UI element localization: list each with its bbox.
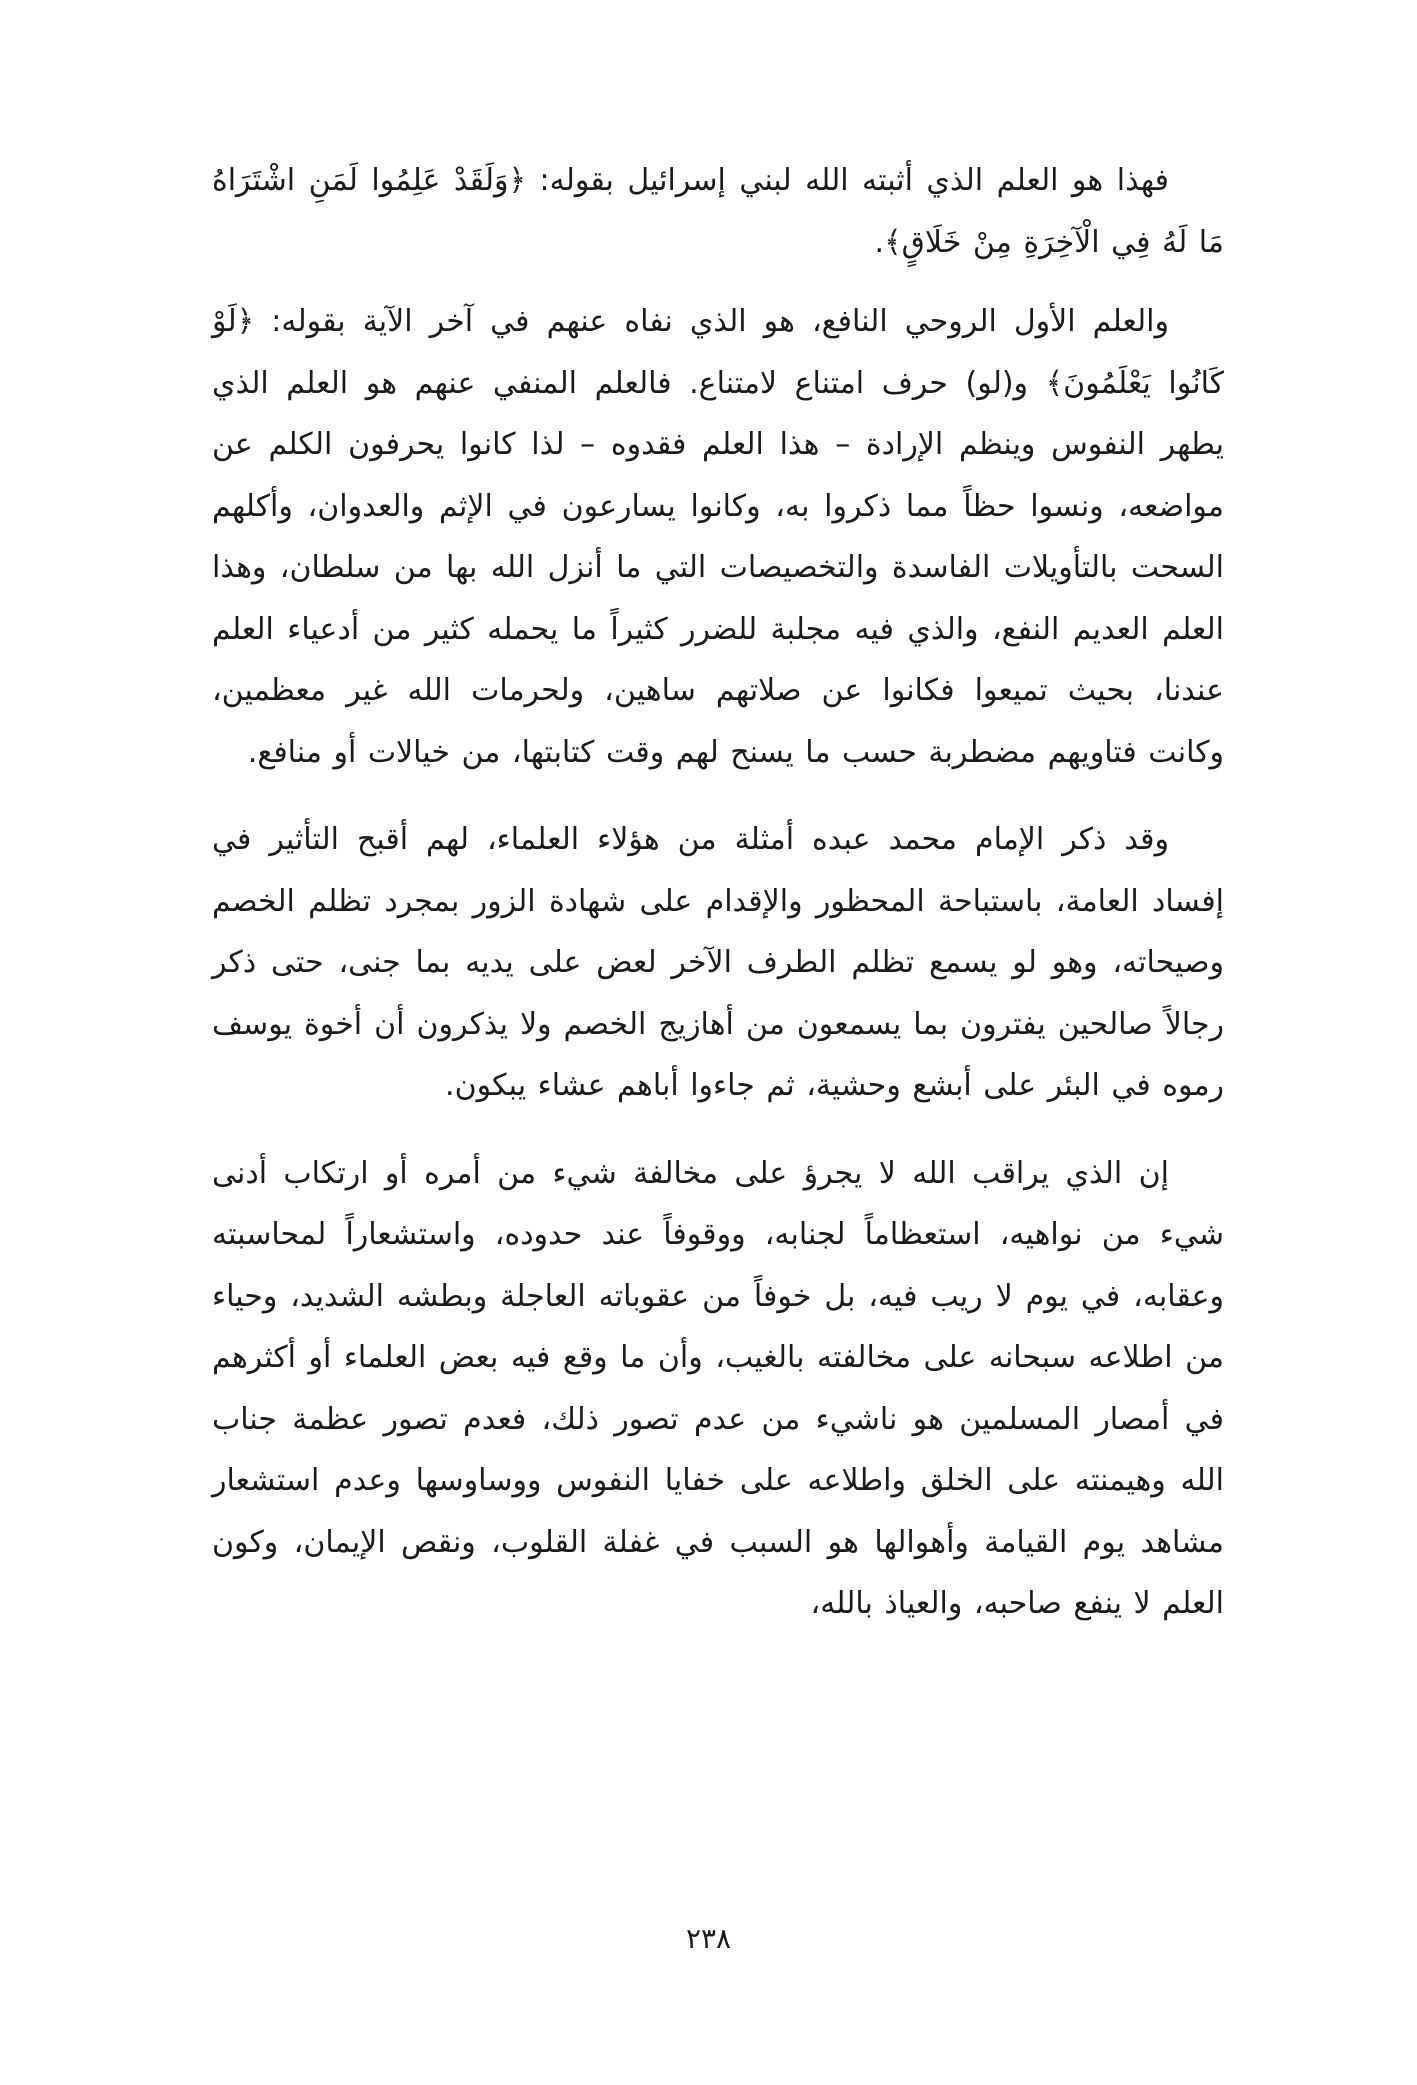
page-body	[212, 150, 1224, 1900]
paragraph-3: وقد ذكر الإمام محمد عبده أمثلة من هؤلاء العلماء، لهم أقبح التأثير في إفساد العامة، باستباحة المحظور والإقدام على شهادة الزور بمجرد تظلم الخصم وصيحاته، وهو لو يسمع تظلم الطرف الآخر لعض على يديه بما جنى، حتى ذكر رجالاً صالحين يفترون بما يسمعون من أهازيج الخصم ولا يذكرون أن أخوة يوسف رموه في البئر على أبشع وحشية، ثم جاءوا أباهم عشاء يبكون.	[212, 822, 1224, 1103]
paragraph-2: والعلم الأول الروحي النافع، هو الذي نفاه عنهم في آخر الآية بقوله: ﴿لَوْ كَانُوا يَعْلَمُونَ﴾ و(لو) حرف امتناع لامتناع. فالعلم المنفي عنهم هو العلم الذي يطهر النفوس وينظم الإرادة – هذا العلم فقدوه – لذا كانوا يحرفون الكلم عن مواضعه، ونسوا حظاً مما ذكروا به، وكانوا يسارعون في الإثم والعدوان، وأكلهم السحت بالتأويلات الفاسدة والتخصيصات التي ما أنزل الله بها من سلطان، وهذا العلم العديم النفع، والذي فيه مجلبة للضرر كثيراً ما يحمله كثير من أدعياء العلم عندنا، بحيث تميعوا فكانوا عن صلاتهم ساهين، ولحرمات الله غير معظمين، وكانت فتاويهم مضطربة حسب ما يسنح لهم وقت كتابتها، من خيالات أو منافع.	[212, 304, 1224, 770]
paragraph-1: فهذا هو العلم الذي أثبته الله لبني إسرائيل بقوله: ﴿وَلَقَدْ عَلِمُوا لَمَنِ اشْتَرَاهُ مَا لَهُ فِي الْآخِرَةِ مِنْ خَلَاقٍ﴾.	[212, 163, 1224, 260]
page-number: ٢٣٨	[685, 1922, 732, 1955]
paragraph-4: إن الذي يراقب الله لا يجرؤ على مخالفة شيء من أمره أو ارتكاب أدنى شيء من نواهيه، استعظاماً لجنابه، ووقوفاً عند حدوده، واستشعاراً لمحاسبته وعقابه، في يوم لا ريب فيه، بل خوفاً من عقوباته العاجلة وبطشه الشديد، وحياء من اطلاعه سبحانه على مخالفته بالغيب، وأن ما وقع فيه بعض العلماء أو أكثرهم في أمصار المسلمين هو ناشيء من عدم تصور ذلك، فعدم تصور عظمة جناب الله وهيمنته على الخلق واطلاعه على خفايا النفوس ووساوسها وعدم استشعار مشاهد يوم القيامة وأهوالها هو السبب في غفلة القلوب، ونقص الإيمان، وكون العلم لا ينفع صاحبه، والعياذ بالله،	[212, 1155, 1224, 1621]
